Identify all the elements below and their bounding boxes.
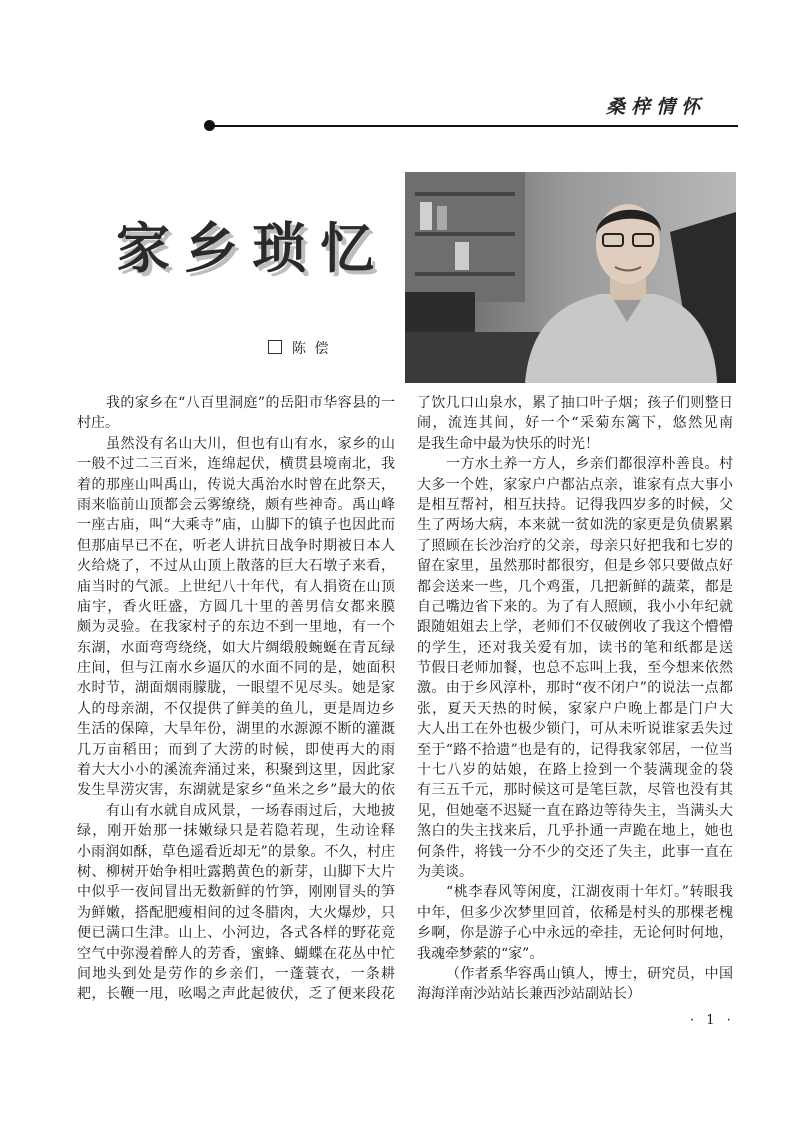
text-line: 中年，但多少次梦里回首，依稀是村头的那棵老槐 — [417, 904, 733, 921]
text-line: 树、柳树开始争相吐露鹅黄色的新芽，山脚下大片 — [77, 863, 395, 880]
text-line: 村庄。 — [77, 415, 119, 432]
text-line: 是我生命中最为快乐的时光！ — [417, 435, 599, 452]
text-line: 空气中弥漫着醉人的芳香，蜜蜂、蝴蝶在花丛中忙 — [77, 945, 395, 962]
text-line: （作者系华容禹山镇人，博士，研究员，中国 — [446, 965, 733, 982]
text-line: 一座古庙，叫“大乘寺”庙，山脚下的镇子也因此而 — [77, 517, 395, 534]
text-line: 了饮几口山泉水，累了抽口叶子烟；孩子们则整日 — [417, 395, 733, 411]
text-line: 为美谈。 — [417, 863, 473, 880]
text-line: 跟随姐姐去上学，老师们不仅破例收了我这个懵懵 — [417, 619, 733, 636]
text-line: 十七八岁的姑娘，在路上捡到一个装满现金的袋 — [417, 762, 733, 779]
text-line: 小雨润如酥，草色遥看近却无”的景象。不久，村庄 — [77, 843, 395, 860]
text-line: 煞白的失主找来后，几乎扑通一声跪在地上，她也 — [417, 823, 733, 840]
text-line: 水时节，湖面烟雨朦胧，一眼望不见尽头。她是家 — [77, 680, 395, 697]
text-line: 生活的保障，大旱年份，湖里的水源源不断的灌溉 — [77, 721, 395, 738]
author-name: 陈 偿 — [292, 341, 331, 357]
text-line: 庙当时的气派。上世纪八十年代，有人捐资在山顶 — [77, 578, 395, 595]
text-line: 留在家里，虽然那时都很穷，但是乡邻只要做点好 — [417, 558, 733, 575]
section-title: 桑梓情怀 — [606, 96, 707, 118]
text-line: 庙宇，香火旺盛，方圆几十里的善男信女都来膜 — [77, 598, 395, 615]
text-line: 虽然没有名山大川，但也有山有水，家乡的山 — [106, 435, 395, 452]
text-line: 节假日老师加餐，也总不忘叫上我，至今想来依然 — [417, 660, 733, 677]
text-line: 中似乎一夜间冒出无数新鲜的竹笋，刚刚冒头的笋 — [77, 884, 395, 901]
text-line: 绿，刚开始那一抹嫩绿只是若隐若现，生动诠释 — [77, 823, 395, 840]
text-line: 发生旱涝灾害，东湖就是家乡“鱼米之乡”最大的依 — [77, 782, 395, 799]
text-line: 有三五千元，那时候这可是笔巨款，尽管也没有其 — [417, 782, 733, 799]
text-line: 便已满口生津。山上、小河边，各式各样的野花竞 — [77, 925, 395, 942]
text-line: 火给烧了，不过从山顶上散落的巨大石墩子来看， — [77, 558, 395, 575]
square-icon — [268, 340, 282, 354]
article-title: 家乡琐忆 — [116, 216, 388, 280]
text-line: 几万亩稻田；而到了大涝的时候，即使再大的雨 — [77, 741, 395, 758]
text-line: 生了两场大病，本来就一贫如洗的家更是负债累累 — [417, 517, 733, 534]
text-line: 乡啊，你是游子心中永远的牵挂，无论何时何地， — [417, 925, 733, 942]
page-number: · 1 · — [690, 1013, 735, 1028]
text-line: 庄间，但与江南水乡逼仄的水面不同的是，她面积 — [77, 660, 395, 677]
text-line: 我的家乡在“八百里洞庭”的岳阳市华容县的一 — [106, 395, 395, 411]
text-line: 间地头到处是劳作的乡亲们，一蓬蓑衣，一条耕 — [77, 965, 395, 982]
header-rule — [210, 125, 738, 127]
text-line: 着的那座山叫禹山，传说大禹治水时曾在此祭天， — [77, 476, 395, 493]
text-line: 见，但她毫不迟疑一直在路边等待失主，当满头大 — [417, 802, 733, 819]
text-line: “桃李春风等闲度，江湖夜雨十年灯。”转眼我 — [446, 884, 733, 901]
text-line: 是相互帮衬，相互扶持。记得我四岁多的时候，父 — [417, 496, 733, 513]
text-line: 耙，长鞭一甩，吆喝之声此起彼伏，乏了便来段花 — [77, 986, 395, 1003]
text-line: 东湖，水面弯弯绕绕，如大片绸缎般蜿蜒在青瓦绿 — [77, 639, 395, 656]
text-line: 至于“路不拾遗”也是有的，记得我家邻居，一位当 — [417, 741, 733, 758]
text-line: 闹，流连其间，好一个“采菊东篱下，悠然见南 — [417, 415, 733, 432]
author-photo — [405, 172, 736, 383]
text-line: 人的母亲湖，不仅提供了鲜美的鱼儿，更是周边乡 — [77, 700, 395, 717]
text-line: 都会送来一些，几个鸡蛋，几把新鲜的蔬菜，都是 — [417, 578, 733, 595]
text-line: 一方水土养一方人，乡亲们都很淳朴善良。村 — [446, 456, 733, 473]
text-column-left — [77, 393, 395, 1005]
text-line: 一般不过二三百米，连绵起伏，横贯县境南北，我 — [77, 456, 395, 473]
text-line: 的学生，还对我关爱有加，读书的笔和纸都是送 — [417, 639, 733, 656]
author-byline — [268, 338, 330, 358]
text-line: 何条件，将钱一分不少的交还了失主，此事一直在 — [417, 843, 733, 860]
text-line: 海海洋南沙站站长兼西沙站副站长） — [417, 986, 641, 1003]
text-line: 大人出工在外也极少锁门，可从未听说谁家丢失过 — [417, 721, 733, 738]
text-line: 激。由于乡风淳朴，那时“夜不闭户”的说法一点都 — [417, 680, 733, 697]
text-line: 有山有水就自成风景，一场春雨过后，大地披 — [106, 802, 395, 819]
text-line: 颇为灵验。在我家村子的东边不到一里地，有一个 — [77, 619, 395, 636]
text-line: 张，夏天天热的时候，家家户户晚上都是门户大 — [417, 700, 733, 717]
text-line: 我魂牵梦萦的“家”。 — [417, 945, 544, 962]
text-line: 自己嘴边省下来的。为了有人照顾，我小小年纪就 — [417, 598, 733, 615]
text-column-right — [417, 393, 733, 1005]
text-line: 但那庙早已不在，听老人讲抗日战争时期被日本人 — [77, 537, 395, 554]
text-line: 大多一个姓，家家户户都沾点亲，谁家有点大事小 — [417, 476, 733, 493]
text-line: 为鲜嫩，搭配肥瘦相间的过冬腊肉，大火爆炒，只 — [77, 904, 395, 921]
text-line: 雨来临前山顶都会云雾缭绕，颇有些神奇。禹山峰 — [77, 496, 395, 513]
text-line: 着大大小小的溪流奔涌过来，积聚到这里，因此家 — [77, 762, 395, 779]
text-line: 了照顾在长沙治疗的父亲，母亲只好把我和七岁的 — [417, 537, 733, 554]
